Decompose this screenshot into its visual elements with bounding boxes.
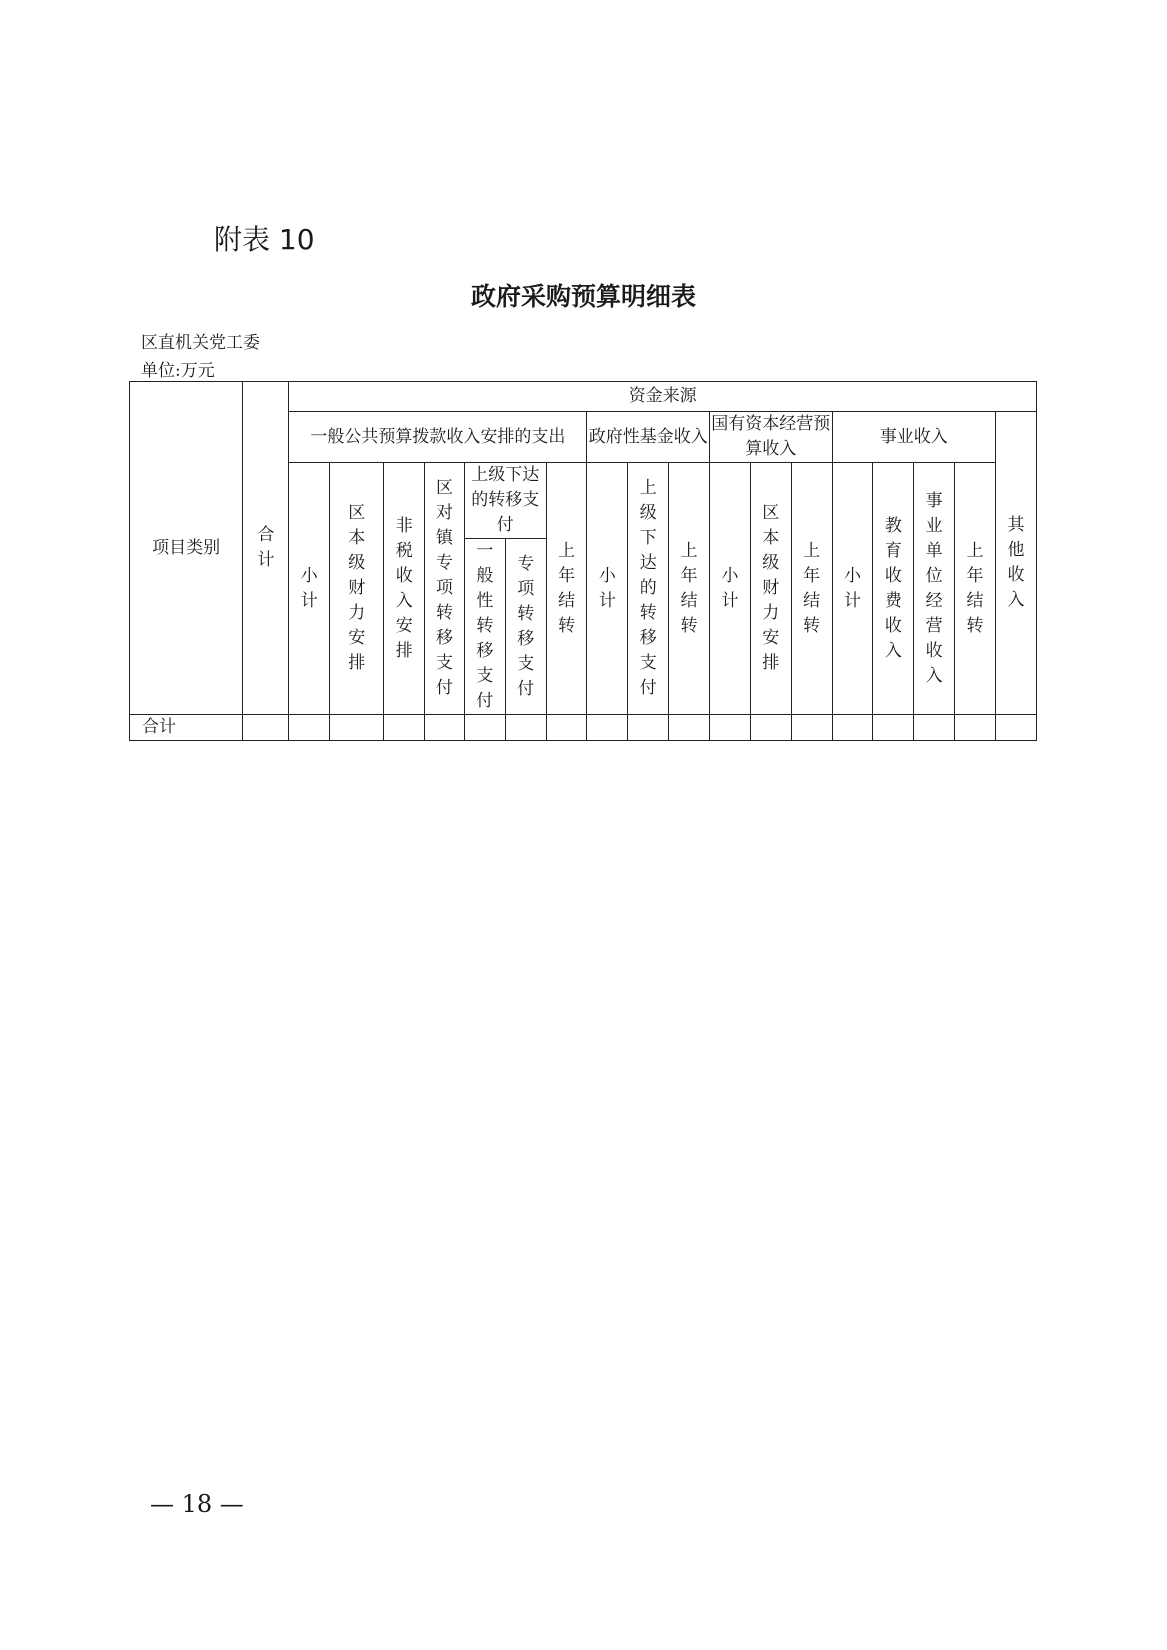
table-row	[130, 715, 1037, 741]
header-gb-carryover: 上年结转	[546, 463, 587, 715]
header-district-to-town: 区对镇专项转移支付	[425, 463, 465, 715]
header-non-tax: 非税收入安排	[384, 463, 425, 715]
header-sc-subtotal: 小计	[710, 463, 751, 715]
header-gb-subtotal: 小计	[289, 463, 330, 715]
header-general-transfer: 一般性转移支付	[464, 539, 505, 715]
header-gf-superior-transfer: 上级下达的转移支付	[628, 463, 669, 715]
header-gf-carryover: 上年结转	[669, 463, 710, 715]
header-unit-operating: 事业单位经营收入	[914, 463, 955, 715]
header-sc-district-finance: 区本级财力安排	[750, 463, 791, 715]
header-bi-subtotal: 小计	[832, 463, 873, 715]
header-gov-fund: 政府性基金收入	[587, 412, 710, 463]
header-funding-source: 资金来源	[289, 382, 1037, 412]
header-superior-transfer: 上级下达的转移支付	[464, 463, 546, 539]
header-state-capital: 国有资本经营预算收入	[710, 412, 833, 463]
header-gf-subtotal: 小计	[587, 463, 628, 715]
header-education-fees: 教育收费收入	[873, 463, 914, 715]
header-bi-carryover: 上年结转	[955, 463, 996, 715]
page-title: 政府采购预算明细表	[470, 282, 696, 311]
header-total: 合计	[243, 382, 289, 715]
header-general-budget: 一般公共预算拨款收入安排的支出	[289, 412, 587, 463]
unit-label: 单位:万元	[141, 361, 215, 381]
procurement-budget-table	[129, 381, 1037, 741]
organization-name: 区直机关党工委	[141, 333, 260, 353]
header-special-transfer: 专项转移支付	[505, 539, 546, 715]
header-business-income: 事业收入	[832, 412, 995, 463]
page-number: — 18 —	[150, 1490, 244, 1518]
appendix-label: 附表 10	[214, 223, 315, 256]
header-sc-carryover: 上年结转	[791, 463, 832, 715]
header-project-category: 项目类别	[130, 382, 243, 715]
header-other-income: 其他收入	[995, 412, 1036, 715]
header-district-finance: 区本级财力安排	[330, 463, 384, 715]
total-row-label: 合计	[130, 715, 243, 741]
